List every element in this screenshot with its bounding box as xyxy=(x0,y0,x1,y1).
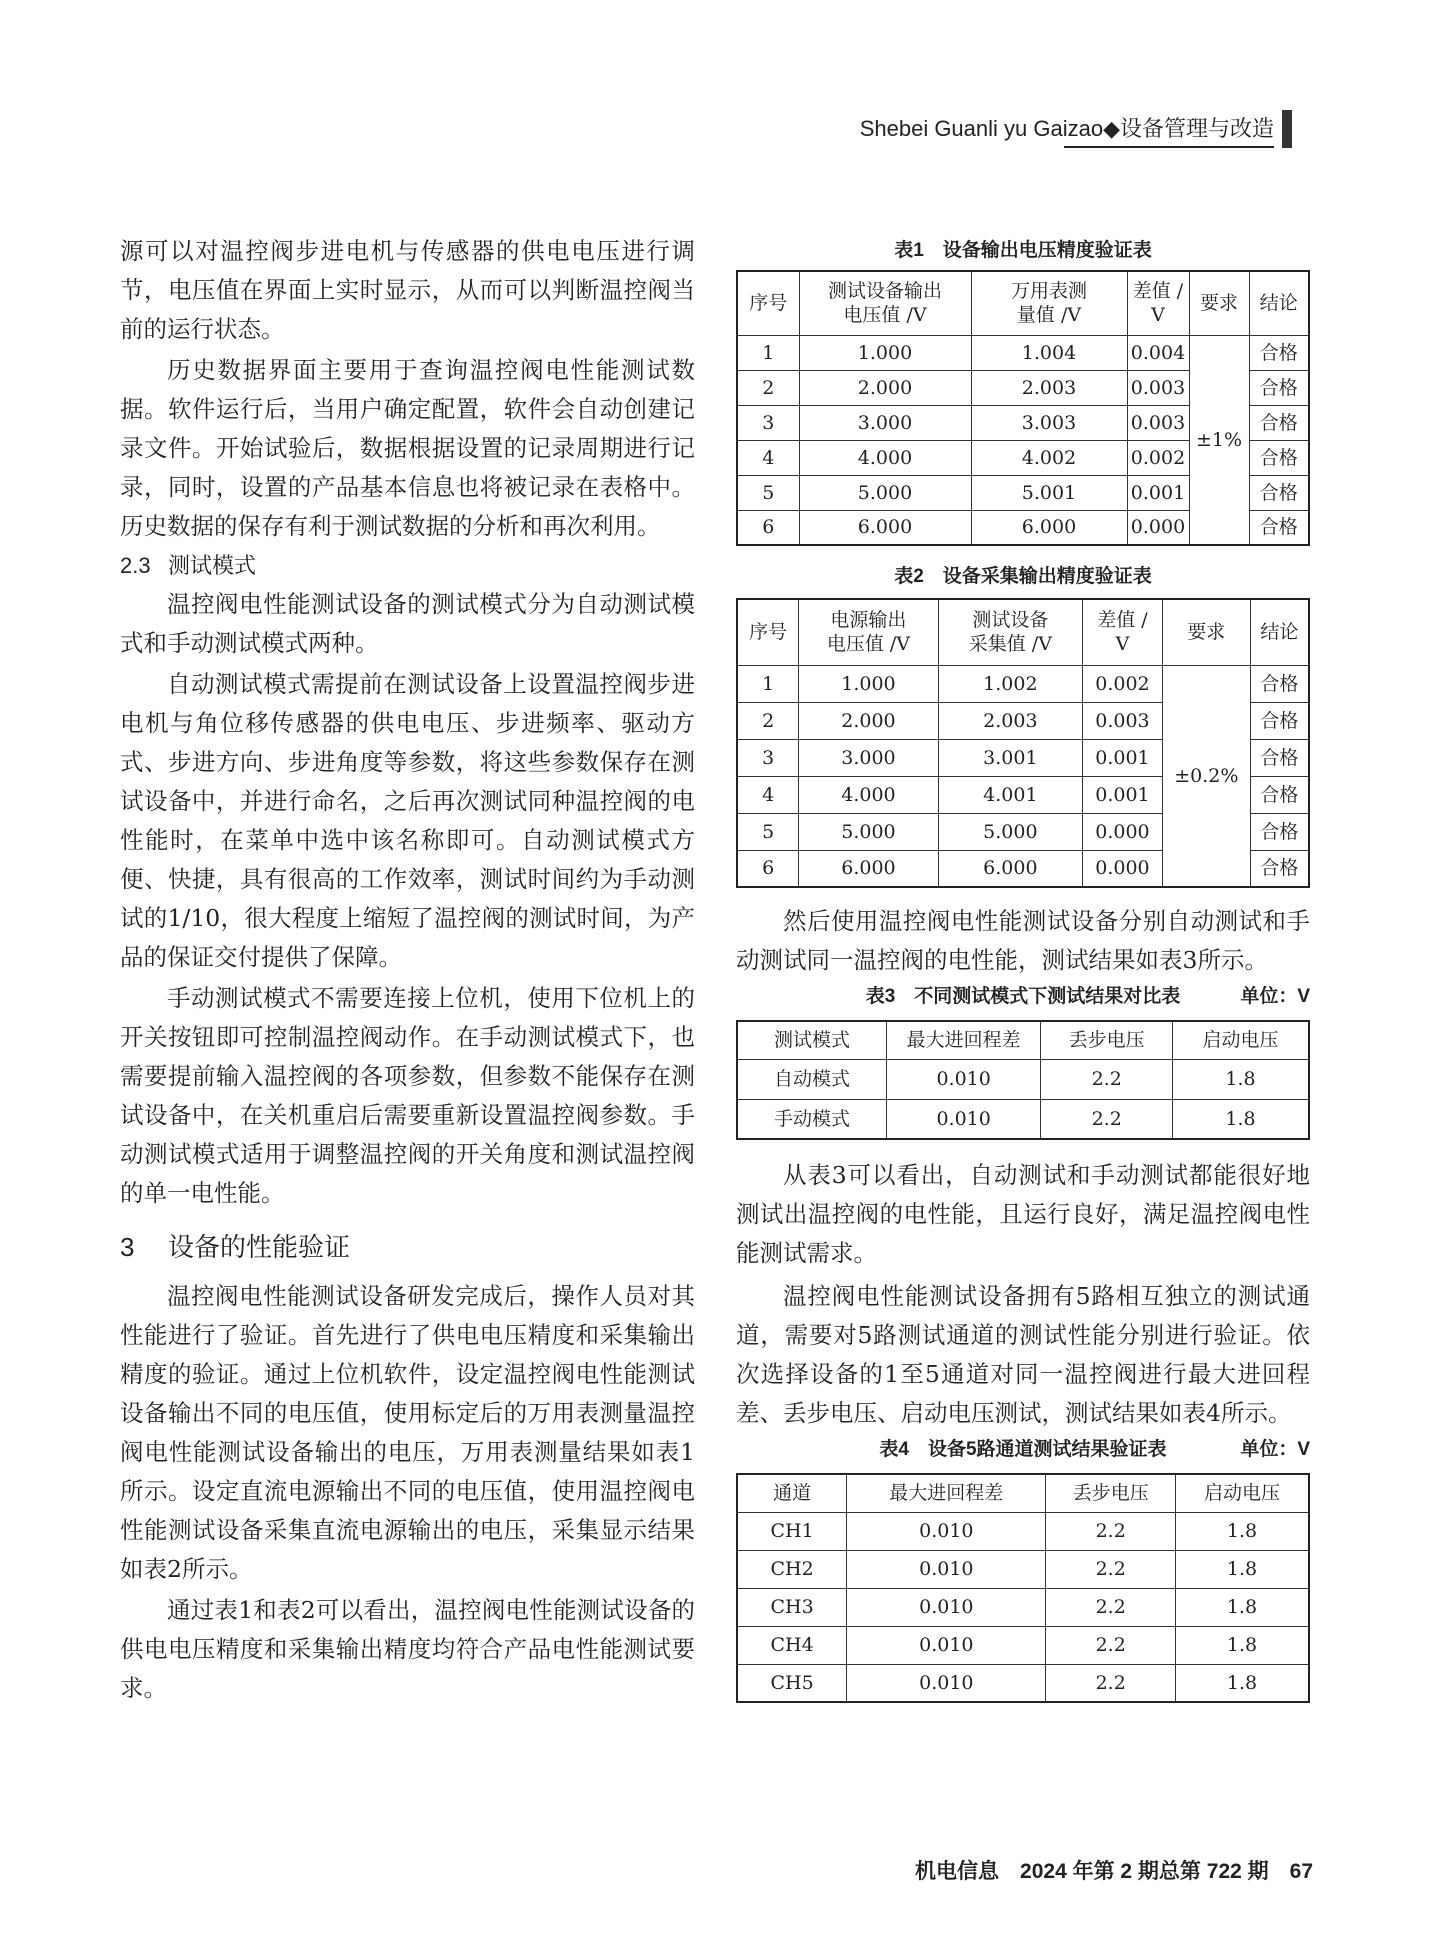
table-cell: 3 xyxy=(737,405,799,440)
table-cell: CH4 xyxy=(737,1626,847,1664)
table-cell: 1.000 xyxy=(799,665,938,702)
table-row xyxy=(737,1099,1309,1139)
table2 xyxy=(736,598,1310,888)
header-cell: 电源输出 电压值 /V xyxy=(799,599,938,665)
table-cell: 2.2 xyxy=(1041,1099,1173,1139)
table-cell: 0.001 xyxy=(1083,776,1163,813)
table-cell: 5.000 xyxy=(938,813,1082,850)
table-cell: 2 xyxy=(737,370,799,405)
header-cell: 结论 xyxy=(1250,599,1309,665)
header-cell: 最大进回程差 xyxy=(886,1021,1041,1059)
table-cell: 0.010 xyxy=(847,1588,1046,1626)
page-footer: 机电信息 2024 年第 2 期总第 722 期 67 xyxy=(915,1860,1313,1883)
table3 xyxy=(736,1020,1310,1140)
table-cell: 6.000 xyxy=(938,850,1082,887)
section-title: 设备的性能验证 xyxy=(168,1232,351,1262)
table3-caption xyxy=(736,982,1310,1012)
table-cell: 4.001 xyxy=(938,776,1082,813)
table-row xyxy=(737,1626,1309,1664)
table-cell: 0.004 xyxy=(1127,335,1189,370)
table-cell: 0.010 xyxy=(847,1664,1046,1702)
table-cell: 4 xyxy=(737,440,799,475)
table2-caption: 表2 设备采集输出精度验证表 xyxy=(894,566,1152,587)
section-number: 3 xyxy=(120,1232,135,1262)
table-cell: 5.001 xyxy=(971,475,1127,510)
table-cell: 0.003 xyxy=(1127,405,1189,440)
header-cell: 测试模式 xyxy=(737,1021,886,1059)
header-cell: 测试设备输出 电压值 /V xyxy=(799,271,971,335)
paragraph: 然后使用温控阀电性能测试设备分别自动测试和手动测试同一温控阀的电性能，测试结果如表3所示。 xyxy=(736,907,1310,974)
table1 xyxy=(736,270,1310,546)
table-row xyxy=(737,665,1309,702)
table-cell: 合格 xyxy=(1250,813,1309,850)
table-cell: 6.000 xyxy=(799,510,971,545)
header-bar xyxy=(1282,110,1292,148)
table-cell: 2.003 xyxy=(971,370,1127,405)
table1-caption: 表1 设备输出电压精度验证表 xyxy=(894,240,1152,261)
header-cell: 万用表测 量值 /V xyxy=(971,271,1127,335)
table-cell: 3.003 xyxy=(971,405,1127,440)
table-cell: 合格 xyxy=(1250,665,1309,702)
running-title: Shebei Guanli yu Gaizao◆设备管理与改造 xyxy=(859,116,1274,141)
header-cell: 差值 / V xyxy=(1127,271,1189,335)
table-cell: 4.000 xyxy=(799,776,938,813)
section-number: 2.3 xyxy=(120,553,151,578)
table-cell: 0.010 xyxy=(847,1626,1046,1664)
left-column xyxy=(120,232,695,1708)
table-cell: 1.8 xyxy=(1175,1512,1309,1550)
paragraph: 手动测试模式不需要连接上位机，使用下位机上的开关按钮即可控制温控阀动作。在手动测试模式下，也需要提前输入温控阀的各项参数，但参数不能保存在测试设备中，在关机重启后需要重新设置温控阀参数。手动测试模式适用于调整温控阀的开关角度和测试温控阀的单一电性能。 xyxy=(120,984,695,1207)
header-cell: 序号 xyxy=(737,271,799,335)
header-cell: 最大进回程差 xyxy=(847,1474,1046,1512)
header-cell: 差值 / V xyxy=(1083,599,1163,665)
table-cell: 0.003 xyxy=(1127,370,1189,405)
table-cell: 自动模式 xyxy=(737,1059,886,1099)
table-cell: 1 xyxy=(737,335,799,370)
table-cell: 6.000 xyxy=(971,510,1127,545)
table-cell: 2.2 xyxy=(1046,1626,1176,1664)
table-cell: 0.000 xyxy=(1083,850,1163,887)
table-cell: 合格 xyxy=(1249,370,1309,405)
section-title: 测试模式 xyxy=(168,553,257,578)
table-cell: 0.010 xyxy=(886,1059,1041,1099)
table-cell: CH5 xyxy=(737,1664,847,1702)
table-cell: 2.2 xyxy=(1046,1550,1176,1588)
table-cell: CH2 xyxy=(737,1550,847,1588)
table-cell: 4 xyxy=(737,776,799,813)
header-cell: 结论 xyxy=(1249,271,1309,335)
table4-caption xyxy=(736,1435,1310,1465)
running-header xyxy=(860,108,1300,148)
table-cell: 0.002 xyxy=(1127,440,1189,475)
table-cell: 1.8 xyxy=(1172,1059,1309,1099)
table-cell: 0.010 xyxy=(847,1550,1046,1588)
table-cell: 合格 xyxy=(1250,739,1309,776)
table-cell: 1.8 xyxy=(1175,1664,1309,1702)
table-row xyxy=(737,1664,1309,1702)
header-cell: 启动电压 xyxy=(1172,1021,1309,1059)
requirement-cell: ±1% xyxy=(1189,335,1249,545)
header-cell: 启动电压 xyxy=(1175,1474,1309,1512)
table-cell: 合格 xyxy=(1249,405,1309,440)
table-cell: 4.000 xyxy=(799,440,971,475)
table4-header-row xyxy=(737,1474,1309,1512)
header-cell: 丢步电压 xyxy=(1046,1474,1176,1512)
table-cell: 3 xyxy=(737,739,799,776)
header-cell: 序号 xyxy=(737,599,799,665)
table-cell: 合格 xyxy=(1249,335,1309,370)
table-cell: 1.002 xyxy=(938,665,1082,702)
table-cell: 0.010 xyxy=(847,1512,1046,1550)
table-cell: 手动模式 xyxy=(737,1099,886,1139)
table-cell: 5.000 xyxy=(799,475,971,510)
table-cell: 2.003 xyxy=(938,702,1082,739)
header-cell: 要求 xyxy=(1162,599,1250,665)
paragraph: 温控阀电性能测试设备研发完成后，操作人员对其性能进行了验证。首先进行了供电电压精度和采集输出精度的验证。通过上位机软件，设定温控阀电性能测试设备输出不同的电压值，使用标定后的万用表测量温控阀电性能测试设备输出的电压，万用表测量结果如表1所示。设定直流电源输出不同的电压值，使用温控阀电性能测试设备采集直流电源输出的电压，采集显示结果如表2所示。 xyxy=(120,1282,695,1583)
table-cell: 合格 xyxy=(1249,475,1309,510)
table4 xyxy=(736,1473,1310,1703)
table3-header-row xyxy=(737,1021,1309,1059)
header-cell: 通道 xyxy=(737,1474,847,1512)
table-cell: 0.002 xyxy=(1083,665,1163,702)
table-cell: 2.2 xyxy=(1046,1664,1176,1702)
table1-header-row xyxy=(737,271,1309,335)
table-cell: 6 xyxy=(737,850,799,887)
table-cell: 3.001 xyxy=(938,739,1082,776)
table-row xyxy=(737,1059,1309,1099)
paragraph: 源可以对温控阀步进电机与传感器的供电电压进行调节，电压值在界面上实时显示，从而可以判断温控阀当前的运行状态。 xyxy=(120,237,695,343)
table-cell: 4.002 xyxy=(971,440,1127,475)
header-rule xyxy=(1064,146,1274,148)
table-cell: 2.000 xyxy=(799,370,971,405)
table-row xyxy=(737,1588,1309,1626)
table-cell: 1.000 xyxy=(799,335,971,370)
table-cell: 0.000 xyxy=(1083,813,1163,850)
table3-title: 表3 不同测试模式下测试结果对比表 xyxy=(865,986,1181,1007)
table-cell: 合格 xyxy=(1250,702,1309,739)
table-cell: 1.004 xyxy=(971,335,1127,370)
table-cell: 0.001 xyxy=(1083,739,1163,776)
table-row xyxy=(737,1550,1309,1588)
table4-unit: 单位：V xyxy=(1240,1439,1310,1460)
paragraph: 自动测试模式需提前在测试设备上设置温控阀步进电机与角位移传感器的供电电压、步进频率、驱动方式、步进方向、步进角度等参数，将这些参数保存在测试设备中，并进行命名，之后再次测试同种温控阀的电性能时，在菜单中选中该名称即可。自动测试模式方便、快捷，具有很高的工作效率，测试时间约为手动测试的1/10，很大程度上缩短了温控阀的测试时间，为产品的保证交付提供了保障。 xyxy=(120,670,695,971)
table-cell: 合格 xyxy=(1249,440,1309,475)
table-cell: 5 xyxy=(737,475,799,510)
table-cell: 1.8 xyxy=(1175,1588,1309,1626)
table-cell: 合格 xyxy=(1250,776,1309,813)
table-cell: 2.000 xyxy=(799,702,938,739)
table-cell: 1.8 xyxy=(1175,1550,1309,1588)
header-cell: 测试设备 采集值 /V xyxy=(938,599,1082,665)
right-column xyxy=(736,232,1310,1703)
section-heading-3 xyxy=(120,1227,695,1267)
table-cell: 0.000 xyxy=(1127,510,1189,545)
table2-header-row xyxy=(737,599,1309,665)
paragraph: 通过表1和表2可以看出，温控阀电性能测试设备的供电电压精度和采集输出精度均符合产品电性能测试要求。 xyxy=(120,1596,695,1702)
table-cell: 3.000 xyxy=(799,739,938,776)
table-cell: CH1 xyxy=(737,1512,847,1550)
table-cell: 2.2 xyxy=(1046,1588,1176,1626)
paragraph: 温控阀电性能测试设备的测试模式分为自动测试模式和手动测试模式两种。 xyxy=(120,590,695,657)
header-cell: 丢步电压 xyxy=(1041,1021,1173,1059)
requirement-cell: ±0.2% xyxy=(1162,665,1250,887)
table-cell: 6.000 xyxy=(799,850,938,887)
table-cell: 0.001 xyxy=(1127,475,1189,510)
table-row xyxy=(737,335,1309,370)
table-cell: 3.000 xyxy=(799,405,971,440)
table-cell: CH3 xyxy=(737,1588,847,1626)
table-cell: 2.2 xyxy=(1046,1512,1176,1550)
table4-title: 表4 设备5路通道测试结果验证表 xyxy=(879,1439,1167,1460)
section-heading-2-3 xyxy=(120,546,695,585)
table-cell: 5 xyxy=(737,813,799,850)
table-cell: 2 xyxy=(737,702,799,739)
paragraph: 从表3可以看出，自动测试和手动测试都能很好地测试出温控阀的电性能，且运行良好，满足温控阀电性能测试需求。 xyxy=(736,1161,1310,1267)
paragraph: 温控阀电性能测试设备拥有5路相互独立的测试通道，需要对5路测试通道的测试性能分别进行验证。依次选择设备的1至5通道对同一温控阀进行最大进回程差、丢步电压、启动电压测试，测试结果如表4所示。 xyxy=(736,1282,1310,1427)
table-cell: 1.8 xyxy=(1172,1099,1309,1139)
header-cell: 要求 xyxy=(1189,271,1249,335)
table-cell: 合格 xyxy=(1249,510,1309,545)
table-cell: 5.000 xyxy=(799,813,938,850)
table3-unit: 单位：V xyxy=(1240,986,1310,1007)
table-cell: 1 xyxy=(737,665,799,702)
table-cell: 0.010 xyxy=(886,1099,1041,1139)
table-cell: 2.2 xyxy=(1041,1059,1173,1099)
table-row xyxy=(737,1512,1309,1550)
paragraph: 历史数据界面主要用于查询温控阀电性能测试数据。软件运行后，当用户确定配置，软件会自动创建记录文件。开始试验后，数据根据设置的记录周期进行记录，同时，设置的产品基本信息也将被记录在表格中。历史数据的保存有利于测试数据的分析和再次利用。 xyxy=(120,356,695,540)
table-cell: 6 xyxy=(737,510,799,545)
table-cell: 0.003 xyxy=(1083,702,1163,739)
table-cell: 1.8 xyxy=(1175,1626,1309,1664)
table-cell: 合格 xyxy=(1250,850,1309,887)
